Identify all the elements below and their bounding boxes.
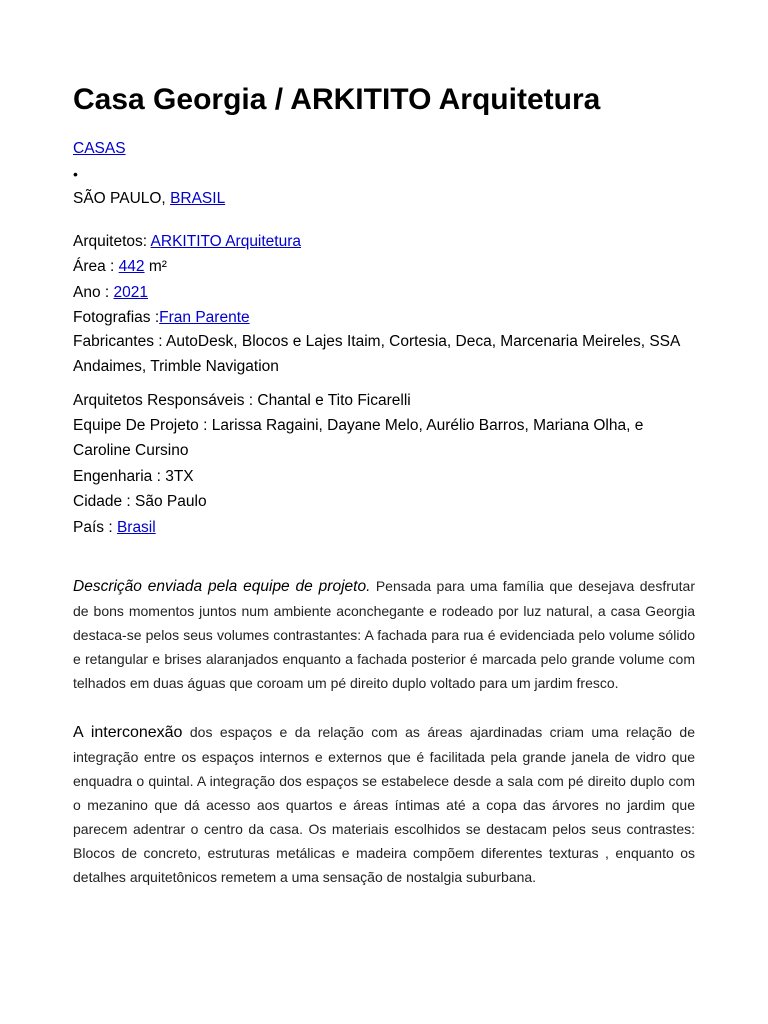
project-team: Equipe De Projeto : Larissa Ragaini, Dayane Melo, Aurélio Barros, Mariana Olha, e Caroline Cursino — [73, 417, 644, 459]
manufacturers-value: AutoDesk, Blocos e Lajes Itaim, Cortesia, Deca, Marcenaria Meireles, SSA Andaimes, Trimble Navigation — [73, 333, 680, 375]
description-paragraph-2 — [73, 720, 695, 889]
location-line — [73, 189, 225, 209]
country-detail-link[interactable]: Brasil — [116, 519, 156, 536]
description-text-2b: interconexão — [90, 724, 183, 741]
location-city: SÃO PAULO, — [73, 190, 171, 207]
architects-line — [73, 232, 301, 252]
area-label: Área : — [73, 258, 119, 275]
architects-link[interactable]: ARKITITO Arquitetura — [150, 233, 302, 250]
year-label: Ano : — [73, 284, 114, 301]
photos-line — [73, 308, 250, 328]
country-line — [73, 518, 156, 538]
manufacturers-line — [73, 329, 695, 379]
manufacturers-label: Fabricantes : — [73, 333, 167, 350]
description-text-2c: dos espaços e da relação com as áreas ajardinadas criam uma relação de integração entre os espaços internos e externos que é facilitada pela grande janela de vidro que enquadra o quintal. A integração dos espaços se estabelece desde a sala com pé direito duplo com o mezanino que dá acesso aos quartos e áreas íntimas até a copa das árvores no jardim que parecem adentrar o centro da casa. Os materiais escolhidos se destacam pelos seus contrastes: Blocos de concreto, estruturas metálicas e madeira compõem diferentes texturas , enquanto os detalhes arquitetônicos remetem a uma sensação de nostalgia suburbana. — [73, 724, 695, 885]
country-label: País : — [73, 519, 117, 536]
page-title: Casa Georgia / ARKITITO Arquitetura — [73, 83, 601, 116]
description-text-1: Pensada para uma família que desejava desfrutar de bons momentos juntos num ambiente aconchegante e rodeado por luz natural, a casa Georgia destaca-se pelos seus volumes contrastantes: A fachada para rua é evidenciada pelo volume sólido e retangular e brises alaranjados enquanto a fachada posterior é marcada pelo grande volume com telhados em duas águas que coroam um pé direito duplo voltado para um jardim fresco. — [73, 578, 695, 691]
year-link[interactable]: 2021 — [113, 284, 148, 301]
photos-label: Fotografias : — [73, 309, 160, 326]
separator-bullet: • — [73, 166, 78, 182]
responsible-architects: Arquitetos Responsáveis : Chantal e Tito Ficarelli — [73, 392, 411, 409]
description-lead: Descrição enviada pela equipe de projeto. — [73, 578, 371, 595]
category-line — [73, 139, 126, 159]
area-unit: m² — [144, 258, 167, 275]
city-line: Cidade : São Paulo — [73, 493, 207, 510]
country-link[interactable]: BRASIL — [170, 190, 226, 207]
area-link[interactable]: 442 — [118, 258, 145, 275]
year-line — [73, 283, 148, 303]
engineering-line: Engenharia : 3TX — [73, 468, 194, 485]
description-text-2a: A — [73, 724, 91, 741]
architects-label: Arquitetos: — [73, 233, 151, 250]
category-link[interactable]: CASAS — [73, 140, 126, 157]
description-paragraph-1 — [73, 574, 695, 695]
area-line — [73, 257, 167, 277]
photographer-link[interactable]: Fran Parente — [159, 309, 250, 326]
